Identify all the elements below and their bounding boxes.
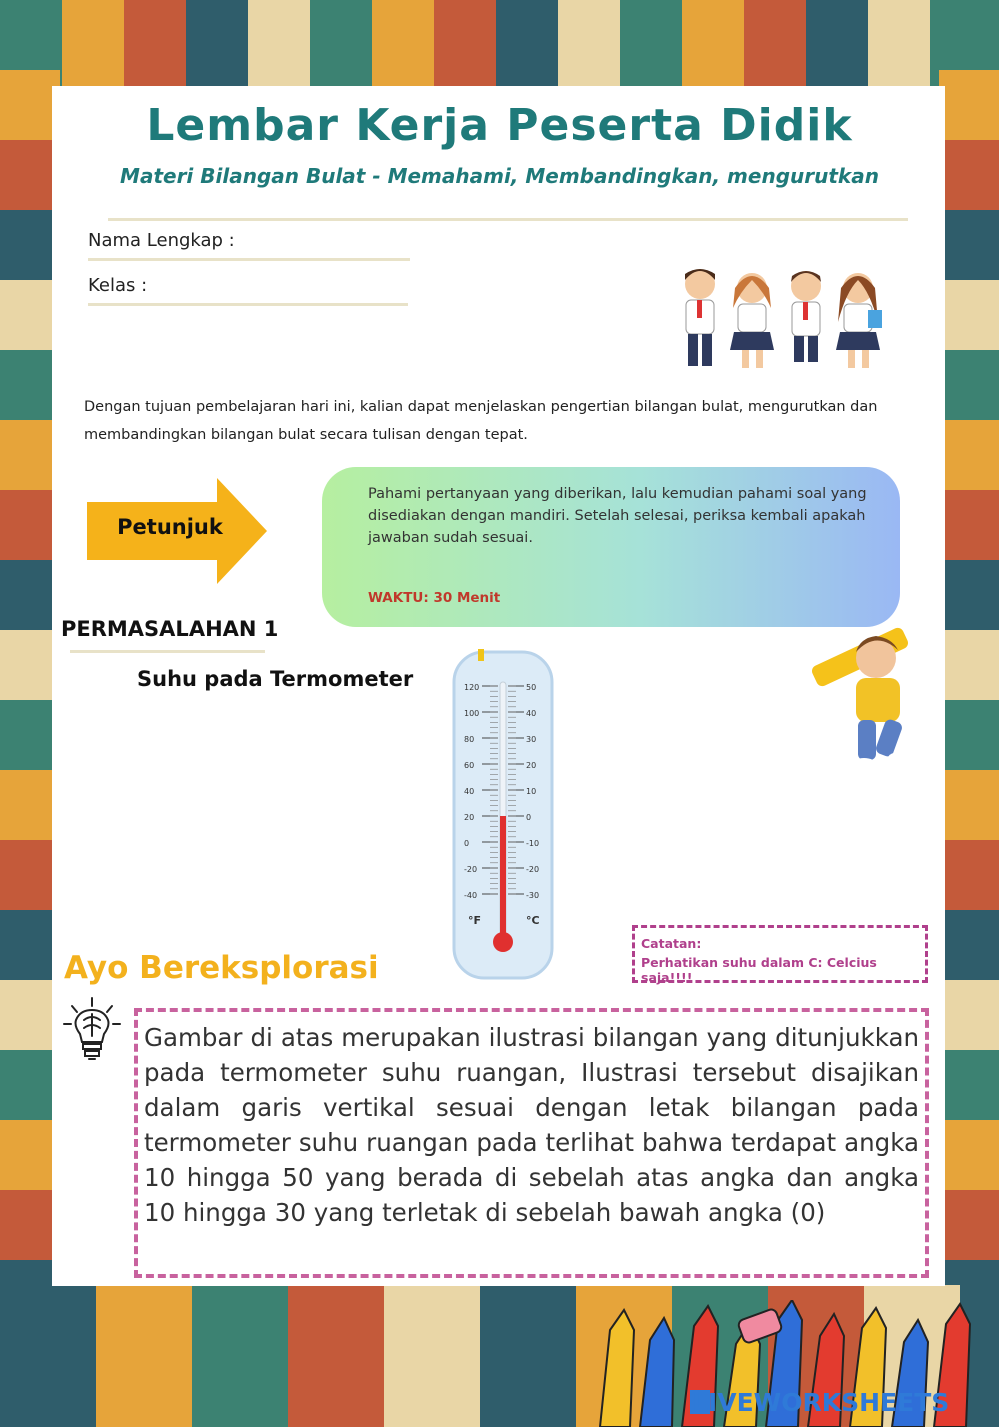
page-subtitle: Materi Bilangan Bulat - Memahami, Membandingkan, mengurutkan: [120, 164, 879, 188]
celsius-tick-label: 10: [526, 787, 537, 796]
decorative-border-left: [0, 0, 60, 1427]
thermometer-illustration: [444, 646, 562, 982]
student-3: [791, 271, 821, 362]
student-4: [836, 273, 882, 368]
liveworksheets-watermark[interactable]: LIVEWORKSHEETS: [692, 1388, 950, 1417]
student-1: [685, 269, 715, 366]
note-title: Catatan:: [641, 936, 702, 951]
class-field-line[interactable]: [88, 303, 408, 306]
name-field-line[interactable]: [88, 258, 410, 261]
fahrenheit-tick-label: 0: [464, 839, 470, 848]
problem-title: PERMASALAHAN 1: [61, 617, 279, 641]
celsius-unit: °C: [526, 914, 540, 927]
fahrenheit-tick-label: 120: [464, 683, 480, 692]
fahrenheit-tick-label: -20: [464, 865, 478, 874]
celsius-tick-label: -30: [526, 891, 540, 900]
fahrenheit-unit: °F: [468, 914, 482, 927]
fahrenheit-tick-label: 20: [464, 813, 475, 822]
problem-title-underline: [70, 650, 265, 653]
celsius-tick-label: -10: [526, 839, 540, 848]
lightbulb-brain-icon: [62, 996, 122, 1064]
header-divider: [108, 218, 908, 221]
instructions-text: Pahami pertanyaan yang diberikan, lalu kemudian pahami soal yang disediakan dengan mandiri. Setelah selesai, periksa kembali apakah jawaban sudah sesuai.: [368, 486, 867, 546]
learning-objective: Dengan tujuan pembelajaran hari ini, kalian dapat menjelaskan pengertian bilangan bulat, mengurutkan dan membandingkan bilangan bulat secara tulisan dengan tepat.: [84, 399, 878, 443]
problem-subtitle: Suhu pada Termometer: [137, 667, 414, 691]
mercury-column: [500, 816, 506, 942]
celsius-tick-label: 0: [526, 813, 532, 822]
boy-pencil-illustration: [806, 626, 930, 776]
celsius-tick-label: 30: [526, 735, 537, 744]
decorative-border-right: [939, 0, 999, 1427]
time-limit: WAKTU: 30 Menit: [368, 590, 501, 606]
fahrenheit-tick-label: 80: [464, 735, 475, 744]
page-title: Lembar Kerja Peserta Didik: [146, 100, 853, 151]
name-label: Nama Lengkap :: [88, 230, 235, 251]
celsius-tick-label: 20: [526, 761, 537, 770]
note-text: Perhatikan suhu dalam C: Celcius saja!!!!: [641, 955, 877, 985]
explore-title: Ayo Bereksplorasi: [64, 950, 379, 986]
class-label: Kelas :: [88, 275, 148, 296]
fahrenheit-tick-label: 60: [464, 761, 475, 770]
celsius-tick-label: 40: [526, 709, 537, 718]
explore-text: Gambar di atas merupakan ilustrasi bilangan yang ditunjukkan pada termometer suhu ruangan, Ilustrasi tersebut disajikan dalam garis vertikal sesuai dengan letak bilangan pada termometer suhu ruangan pada terlihat bahwa terdapat angka 10 hingga 50 yang berada di sebelah atas angka dan angka 10 hingga 30 yang terletak di sebelah bawah angka (0): [144, 1023, 919, 1227]
celsius-tick-label: -20: [526, 865, 540, 874]
fahrenheit-tick-label: 40: [464, 787, 475, 796]
note-box: [632, 925, 928, 983]
students-illustration: [668, 262, 898, 374]
explore-text-box: [134, 1008, 929, 1278]
student-2: [730, 273, 774, 368]
fahrenheit-tick-label: -40: [464, 891, 478, 900]
celsius-tick-label: 50: [526, 683, 537, 692]
petunjuk-label: Petunjuk: [117, 515, 223, 539]
fahrenheit-tick-label: 100: [464, 709, 480, 718]
